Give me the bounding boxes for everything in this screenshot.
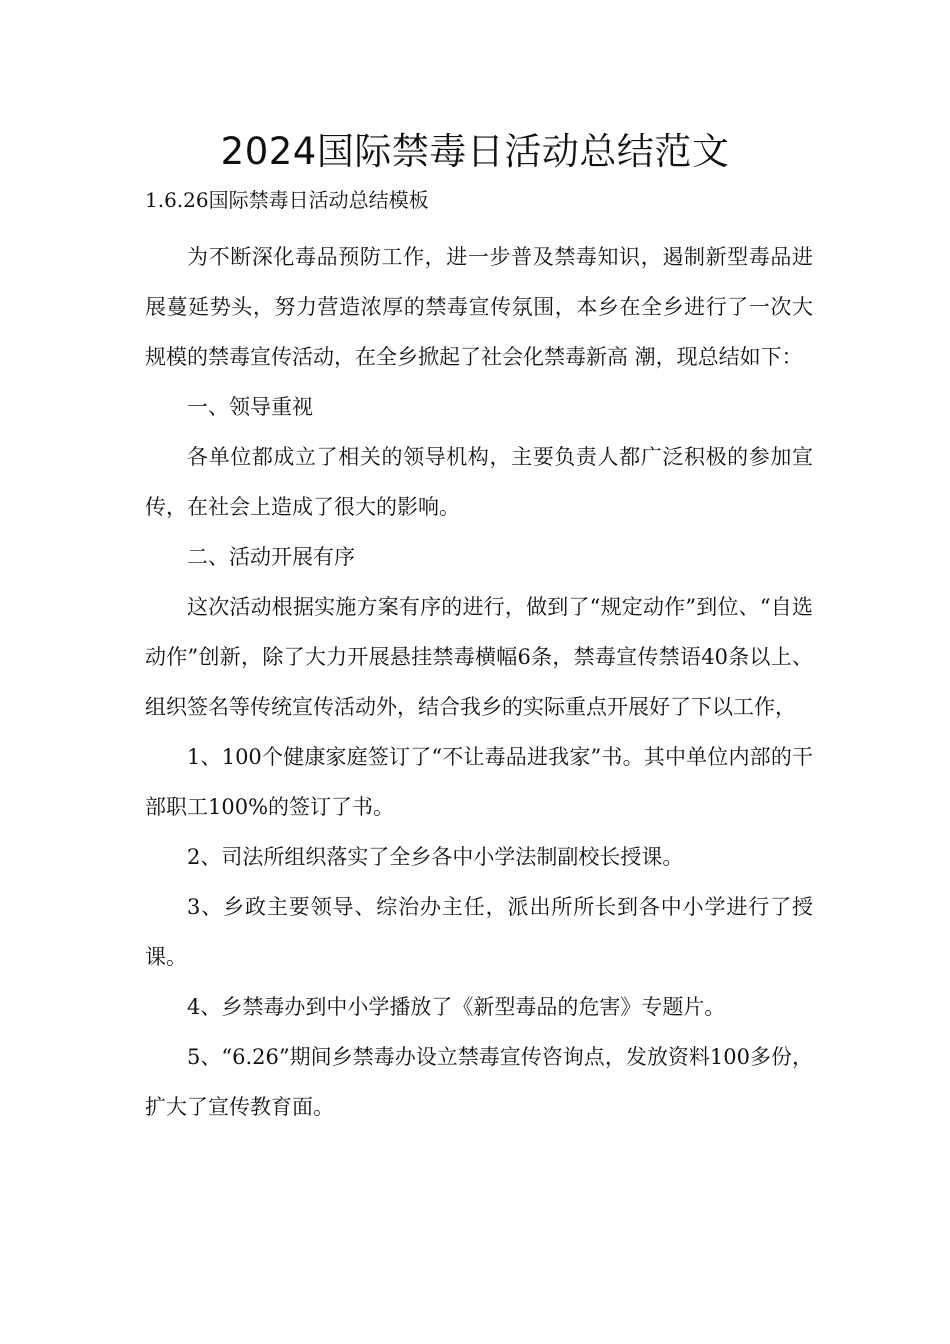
document-subtitle: 1.6.26国际禁毒日活动总结模板 [145,188,429,212]
list-item-5: 5、“6.26”期间乡禁毒办设立禁毒宣传咨询点，发放资料100多份，扩大了宣传教育面。 [145,1045,813,1119]
list-item-1: 1、100个健康家庭签订了“不让毒品进我家”书。其中单位内部的干部职工100%的签订了书。 [145,745,813,819]
leadership-paragraph: 各单位都成立了相关的领导机构，主要负责人都广泛积极的参加宣传，在社会上造成了很大的影响。 [145,445,813,519]
section-heading-leadership: 一、领导重视 [187,395,313,419]
section-heading-activities: 二、活动开展有序 [187,545,355,569]
intro-paragraph: 为不断深化毒品预防工作，进一步普及禁毒知识，遏制新型毒品进展蔓延势头，努力营造浓厚的禁毒宣传氛围，本乡在全乡进行了一次大规模的禁毒宣传活动，在全乡掀起了社会化禁毒新高 潮，现总结如下： [145,245,813,369]
list-item-3: 3、乡政主要领导、综治办主任，派出所所长到各中小学进行了授课。 [145,895,813,969]
activities-paragraph: 这次活动根据实施方案有序的进行，做到了“规定动作”到位、“自选动作”创新，除了大力开展悬挂禁毒横幅6条，禁毒宣传禁语40条以上、组织签名等传统宣传活动外，结合我乡的实际重点开展好了下以工作， [145,595,813,719]
document-body [145,232,813,1132]
document-title: 2024国际禁毒日活动总结范文 [220,130,730,173]
list-item-2: 2、司法所组织落实了全乡各中小学法制副校长授课。 [187,845,684,869]
list-item-4: 4、乡禁毒办到中小学播放了《新型毒品的危害》专题片。 [187,995,726,1019]
